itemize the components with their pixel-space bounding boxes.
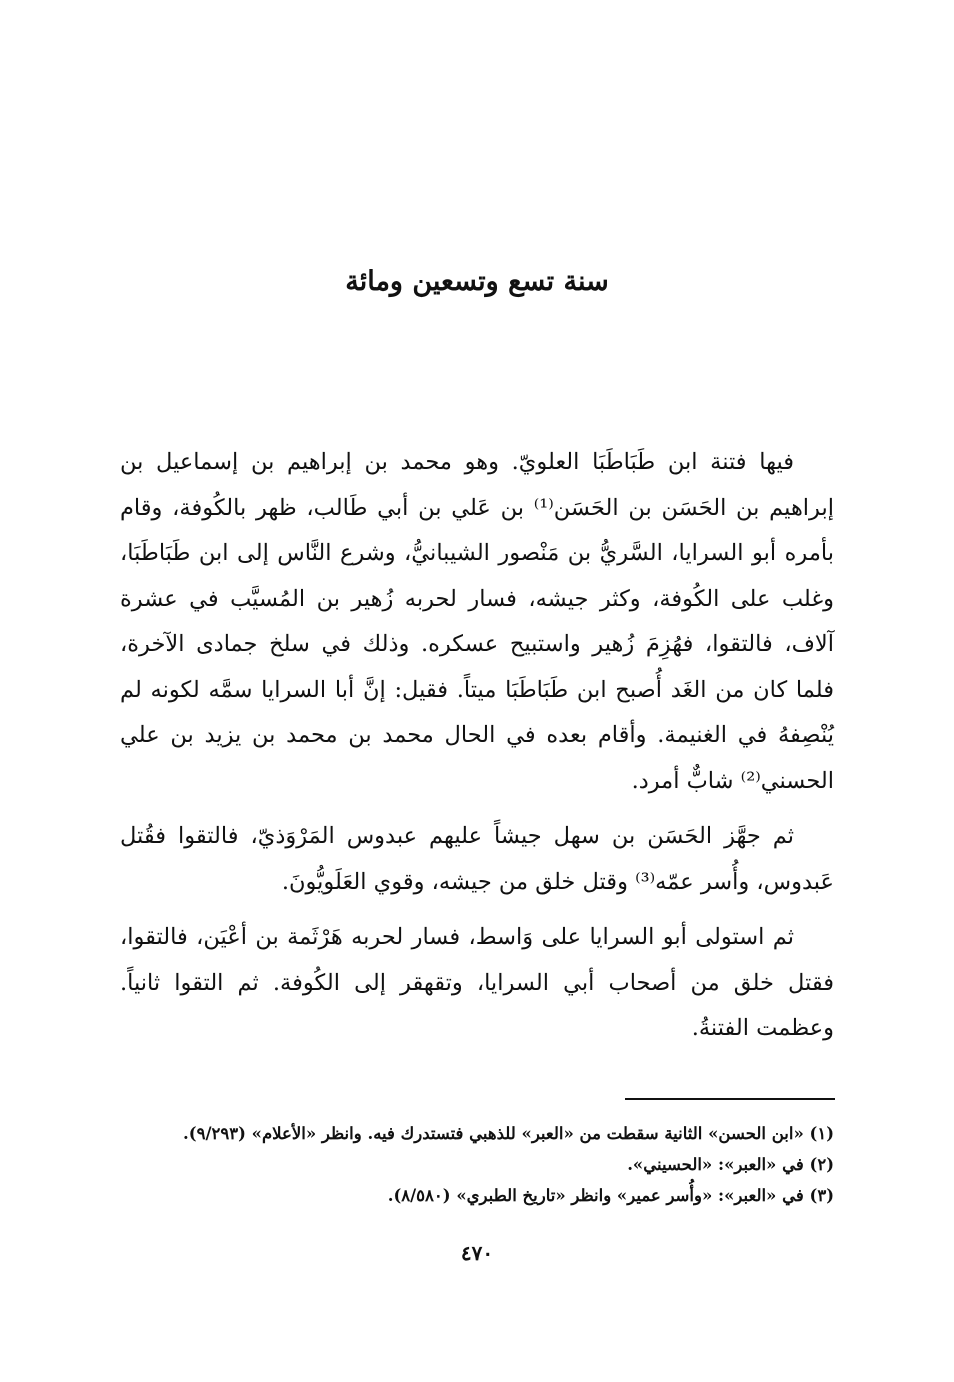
paragraph: ثم جهَّز الحَسَن بن سهل جيشاً عليهم عبدوس المَرْوَذيّ، فالتقوا فقُتل عَبدوس، وأُسر عمّه⁽³⁾ وقتل خلق من جيشه، وقوي العَلَويُّونَ. [120,823,834,895]
chapter-title: سنة تسع وتسعين ومائة [345,266,609,297]
paragraph: فيها فتنة ابن طَبَاطَبَا العلويّ. وهو محمد بن إبراهيم بن إسماعيل بن إبراهيم بن الحَسَن بن الحَسَن⁽¹⁾ بن عَلي بن أبي طَالب، ظهر بالكُوفة، وقام بأمره أبو السرايا، السَّريُّ بن مَنْصور الشيبانيُّ، وشرع النَّاس إلى ابن طَبَاطَبَا، وغلب على الكُوفة، وكثر جيشه، فسار لحربه زُهير بن المُسيَّب في عشرة آلاف، فالتقوا، فهُزِمَ زُهير واستبيح عسكره. وذلك في سلخ جمادى الآخرة، فلما كان من الغَد أُصبح ابن طَبَاطَبَا ميتاً. فقيل: إنَّ أبا السرايا سمَّه لكونه لم يُنْصِفهُ في الغنيمة. وأقام بعده في الحال محمد بن محمد بن يزيد بن علي الحسني⁽²⁾ شابٌّ أمرد. [120,449,834,794]
footnotes [120,1118,834,1211]
footnote-separator [625,1098,835,1100]
footnote: (١) «ابن الحسن» الثانية سقطت من «العبر» للذهبي فتستدرك فيه. وانظر «الأعلام» (٩/٢٩٣). [183,1124,834,1143]
footnote: (٣) في «العبر»: «وأُسر عمير» وانظر «تاريخ الطبري» (٨/٥٨٠). [387,1186,834,1205]
main-text [120,440,834,1062]
footnote: (٢) في «العبر»: «الحسيني». [627,1155,834,1174]
paragraph: ثم استولى أبو السرايا على وَاسط، فسار لحربه هَرْثَمة بن أعْيَن، فالتقوا، فقتل خلق من أصحاب أبي السرايا، وتقهقر إلى الكُوفة. ثم التقوا ثانياً. وعظمت الفتنةُ. [120,924,834,1041]
page-number: ٤٧٠ [460,1241,494,1265]
